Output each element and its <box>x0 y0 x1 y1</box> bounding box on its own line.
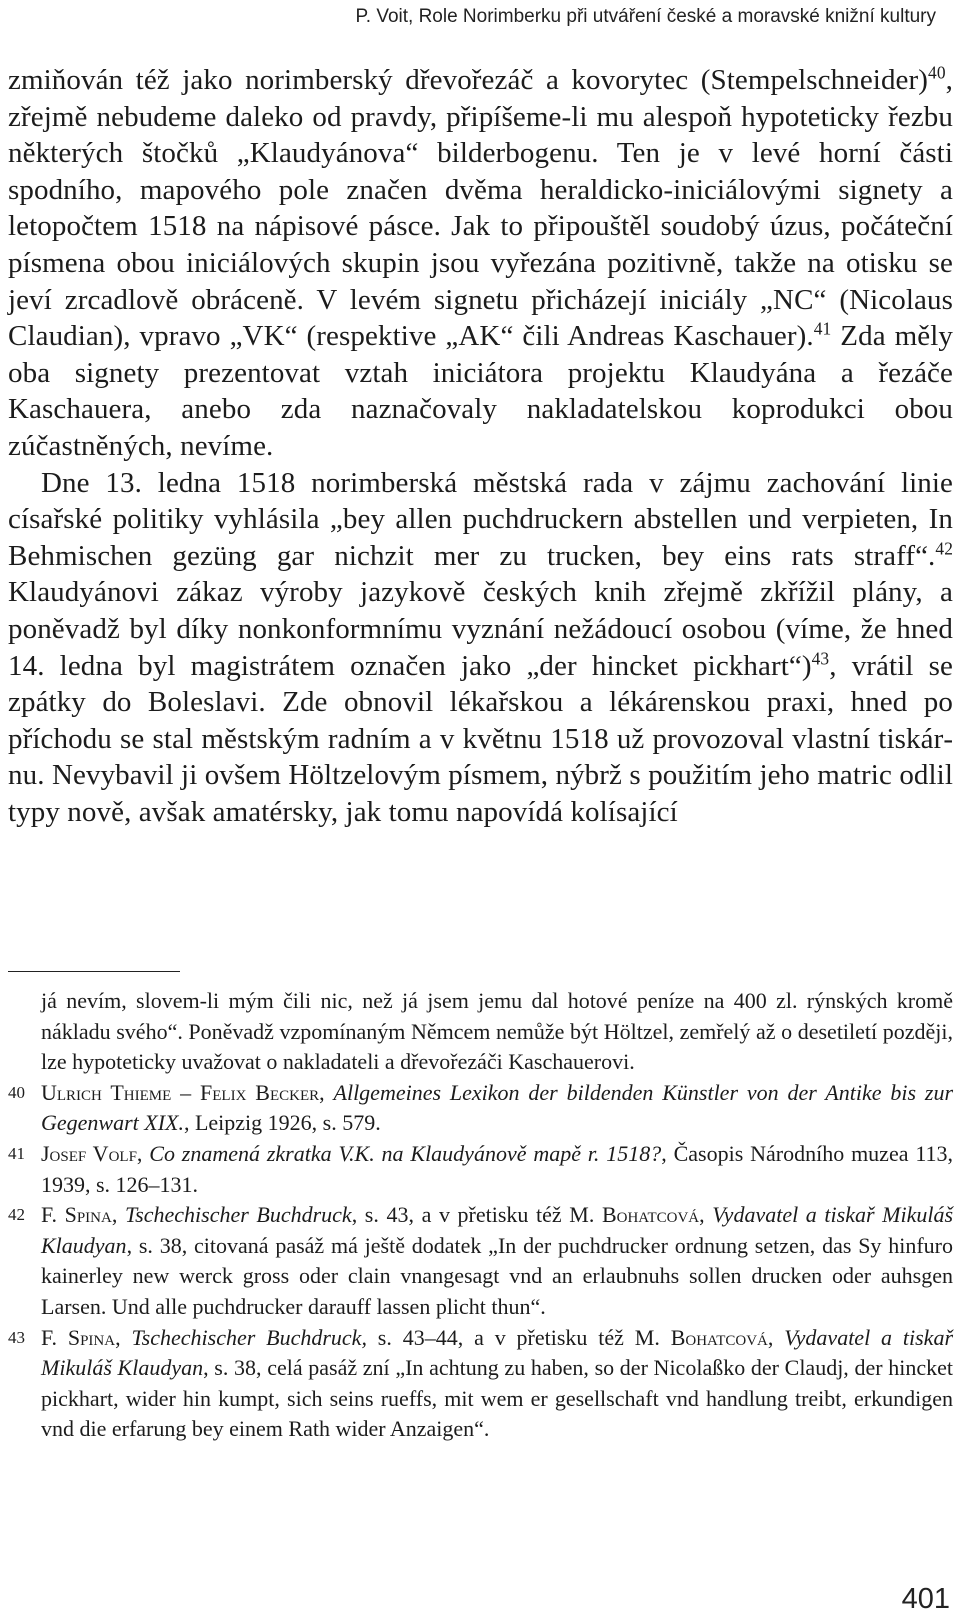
author: Josef Volf <box>41 1140 137 1166</box>
text-run: , <box>136 1140 150 1166</box>
text-run: , s. 38, celá pasáž zní „In achtung zu haben, so der Nicolaßko der Claudj, der hincket pickhart, wider hin kumpt, sich seins rueffs, mit wem er gesellschaft vnd handlung treibt, erkundigen vnd die erfarung bey einem Rath wider Anzaigen“. <box>41 1355 953 1442</box>
running-head: P. Voit, Role Norimberku při utváření české a moravské knižní kultury <box>355 6 936 27</box>
footnote-41 <box>8 1139 953 1200</box>
text-run: F. <box>41 1202 65 1228</box>
text-run: , Leipzig 1926, s. 579. <box>183 1110 381 1136</box>
text-run: , <box>319 1079 334 1105</box>
text-run: , <box>767 1324 785 1350</box>
footnote-ref: 42 <box>935 538 953 559</box>
footnote-40 <box>8 1078 953 1139</box>
work-title: Tschechischer Buchdruck, <box>131 1324 367 1350</box>
author: Bohatcová <box>670 1324 768 1350</box>
footnotes <box>8 986 953 1445</box>
text-run: zmiňován též jako norimberský dřevořezáč a kovorytec (Stempelschneider) <box>8 64 929 96</box>
work-title: Vydavatel a tiskař Mikuláš Klaudyan <box>41 1202 954 1258</box>
text-run: F. <box>41 1324 68 1350</box>
author: Bohatcová <box>601 1202 700 1228</box>
work-title: Allgemeines Lexikon der bildenden Künstler von der Antike bis zur Gegenwart XIX. <box>41 1079 954 1136</box>
author: Spina <box>64 1202 112 1228</box>
footnote-43 <box>8 1323 953 1445</box>
footnote-number: 42 <box>8 1205 25 1225</box>
author: Spina <box>67 1324 116 1350</box>
main-text <box>8 62 953 830</box>
footnote-separator <box>8 971 180 972</box>
footnote-number: 43 <box>8 1327 25 1347</box>
text-run: , <box>115 1324 132 1350</box>
text-run: , zřejmě nebudeme daleko od pravdy, připíšeme-li mu alespoň hypoteticky řezbu některých štočků „Klaudyánova“ bilderbogenu. Ten je v levé horní části spodního, mapového pole značen dvěma heraldicko-iniciálovými signety a letopočtem 1518 na nápisové pásce. Jak to připouštěl soudobý úzus, počáteční písmena obou iniciálových skupin jsou vyřezána pozitivně, takže na otisku se jeví zrcadlově obráceně. V levém signetu přicházejí iniciály „NC“ (Nicolaus Claudian), vpravo „VK“ (respektive „AK“ čili Andreas Kaschauer). <box>8 64 953 353</box>
text-run: s. 43–44, a v přetisku též M. <box>366 1324 671 1350</box>
text-run: – <box>171 1079 201 1105</box>
text-run: Klaudyánovi zákaz výroby jazykově českých knih zřejmě zkřížil plány, a poněvadž byl díky nonkonformnímu vyznání nežádoucí osobou (víme, že hned 14. ledna byl magistrátem označen jako „der hincket pickhart“) <box>8 576 953 682</box>
text-run: , Časopis Národního muzea 113, 1939, s. 126–131. <box>41 1140 953 1197</box>
work-title: Co znamená zkratka V.K. na Klaudyánově mapě r. 1518? <box>149 1140 662 1166</box>
author: Ulrich Thieme <box>41 1079 172 1105</box>
footnote-ref: 43 <box>811 647 830 668</box>
body-paragraph <box>8 465 953 831</box>
author: Felix Becker <box>200 1079 320 1105</box>
footnote-42 <box>8 1200 953 1322</box>
text-run: Dne 13. ledna 1518 norimberská městská rada v zájmu zachování linie císařské politiky vyhlásila „bey allen puchdruckern abstellen und verpieten, In Behmischen gezüng gar nichzit mer zu trucken, bey eins rats straff“. <box>8 466 953 572</box>
footnote-continuation: já nevím, slovem-li mým čili nic, než já jsem jemu dal hotové peníze na 400 zl. rýnských kromě nákladu svého“. Poněvadž vzpomínaným Němcem nemůže být Höltzel, zemřelý až o desetiletí později, lze hypoteticky uvažovat o nakladateli a dřevořezáči Kaschauerovi. <box>41 988 953 1075</box>
footnote-number: 41 <box>8 1143 25 1163</box>
footnote-number: 40 <box>8 1082 25 1102</box>
text-run: , <box>111 1202 125 1228</box>
footnote-ref: 41 <box>813 318 832 339</box>
work-title: Vydavatel a tiskař Mikuláš Klaudyan <box>41 1324 954 1381</box>
work-title: Tschechischer Buchdruck <box>124 1202 352 1228</box>
page-number: 401 <box>901 1583 950 1615</box>
text-run: , s. 43, a v přetisku též M. <box>351 1202 602 1228</box>
text-run: , vrátil se zpátky do Boleslavi. Zde obnovil lékařskou a lékárenskou praxi, hned po příchodu se stal městským radním a v květnu 1518 už provozoval vlastní tiskárnu. Nevybavil ji ovšem Höltzelovým písmem, nýbrž s použitím jeho matric odlil typy nově, avšak amatérsky, jak tomu napovídá kolísající <box>8 649 953 828</box>
text-run: , <box>699 1202 713 1228</box>
text-run: , s. 38, citovaná pasáž má ještě dodatek „In der puchdrucker ordnung setzen, das Sy hinfuro kainerley new werck gross oder clain vnangesagt vnd an erlaubnuhs sollen drucken oder auhsgen Larsen. Und alle puchdrucker darauff lassen plicht thun“. <box>41 1232 953 1319</box>
footnote-ref: 40 <box>928 62 946 83</box>
text-run: Zda měly oba signety prezentovat vztah iniciátora projektu Klaudyána a řezáče Kaschauera, anebo zda naznačovaly nakladatelskou koprodukci obou zúčastněných, nevíme. <box>8 320 953 462</box>
body-paragraph <box>8 62 953 465</box>
